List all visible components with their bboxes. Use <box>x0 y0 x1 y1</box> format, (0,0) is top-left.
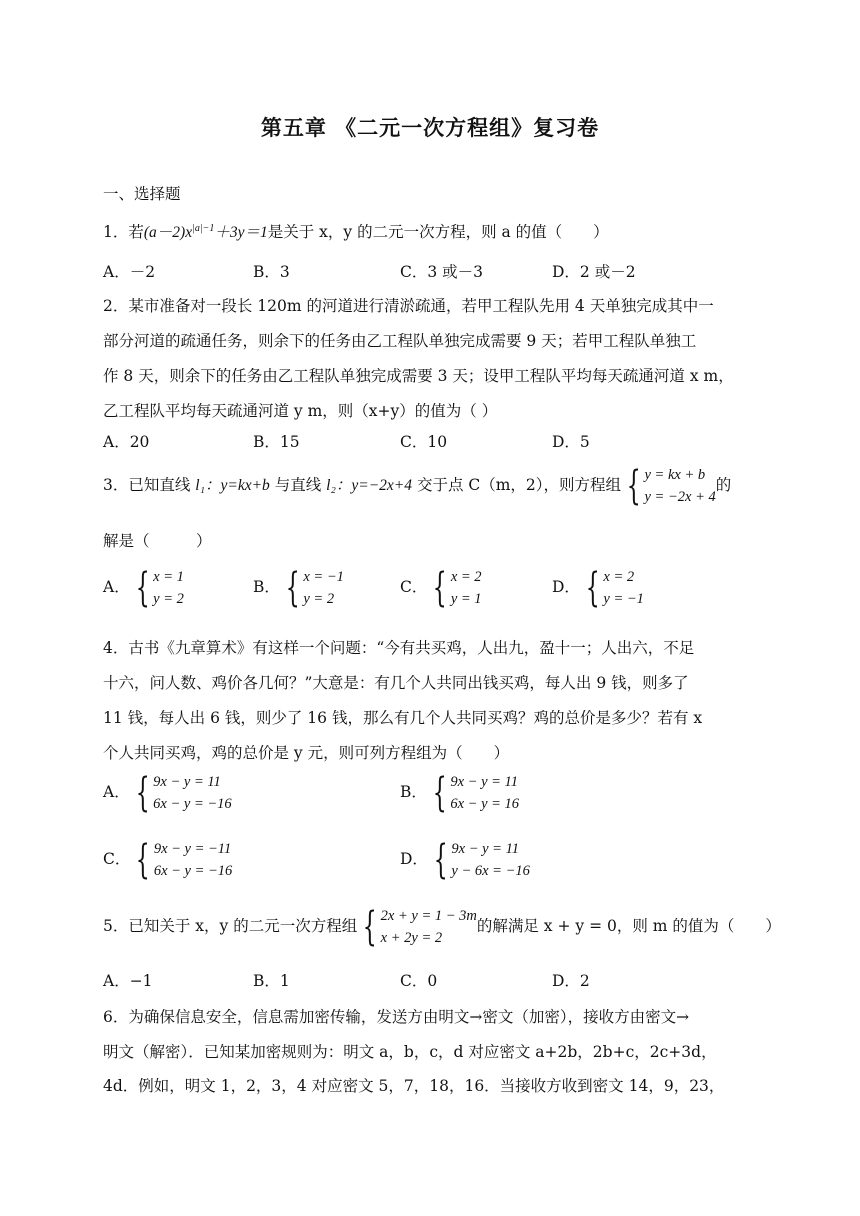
q6-line-3: 4d．例如，明文 1，2，3，4 对应密文 5，7，18，16．当接收方收到密文 14，9，23， <box>103 1077 725 1095</box>
q3-line-2: 解是（ ） <box>103 532 212 550</box>
q1-expr-sup: |a|−1 <box>192 222 215 234</box>
q5-option-d[interactable]: D．2 <box>552 972 590 990</box>
brace-icon: { <box>285 565 300 611</box>
q4-line-1: 4．古书《九章算术》有这样一个问题：“今有共买鸡，人出九，盈十一；人出六，不足 <box>103 639 695 657</box>
q2-line-1: 2．某市准备对一段长 120m 的河道进行清淤疏通，若甲工程队先用 4 天单独完成其中一 <box>103 297 714 315</box>
q4-option-a-label: A． <box>103 783 130 801</box>
q3-option-c-system <box>427 566 481 610</box>
q4-option-d-system <box>428 838 530 882</box>
q3-option-a[interactable] <box>103 566 184 610</box>
q4-b-row-2: 6x − y = 16 <box>450 796 520 812</box>
q4-option-a[interactable] <box>103 771 232 815</box>
q3-l2: l₂：y=−2x+4 <box>326 477 413 494</box>
brace-icon: { <box>135 770 150 816</box>
q3-l1: l₁：y=kx+b <box>195 477 270 494</box>
q3-c-row-1: x = 2 <box>450 569 482 585</box>
brace-icon: { <box>362 904 377 950</box>
q4-d-row-2: y − 6x = −16 <box>451 863 530 879</box>
q2-option-b[interactable]: B．15 <box>253 433 300 451</box>
q4-option-a-system <box>130 771 232 815</box>
question-1 <box>103 220 609 242</box>
q3-option-a-label: A． <box>103 578 130 596</box>
q3-option-a-system <box>130 566 184 610</box>
q4-option-b-system <box>427 771 519 815</box>
q2-line-3: 作 8 天，则余下的任务由乙工程队单独完成需要 3 天；设甲工程队平均每天疏通河道 x m， <box>103 367 734 385</box>
q3-option-d-system <box>580 566 644 610</box>
q5-option-b[interactable]: B．1 <box>253 972 290 990</box>
brace-icon: { <box>432 770 447 816</box>
q4-line-4: 个人共同买鸡，鸡的总价是 y 元，则可列方程组为（ ） <box>103 744 510 762</box>
q3-a-row-1: x = 1 <box>153 569 184 585</box>
q4-line-2: 十六，问人数、鸡价各几何？”大意是：有几个人共同出钱买鸡，每人出 9 钱，则多了 <box>103 674 689 692</box>
q3-option-b-label: B． <box>253 578 280 596</box>
q4-c-row-2: 6x − y = −16 <box>153 863 233 879</box>
q4-option-c-system <box>130 838 232 882</box>
q5-option-c[interactable]: C．0 <box>400 972 438 990</box>
q3-text-b: 与直线 <box>269 476 327 494</box>
q3-b-row-1: x = −1 <box>303 569 344 585</box>
q4-a-row-2: 6x − y = −16 <box>153 796 232 812</box>
q1-text: 是关于 x，y 的二元一次方程，则 a 的值（ ） <box>267 223 609 241</box>
q4-c-row-1: 9x − y = −11 <box>153 841 232 857</box>
question-5 <box>103 905 781 949</box>
q5-sys-row-2: x + 2y = 2 <box>380 930 443 946</box>
q3-text-a: 3．已知直线 <box>103 476 196 494</box>
q4-option-d-label: D． <box>400 850 428 868</box>
q4-option-b-label: B． <box>400 783 427 801</box>
q3-option-d-label: D． <box>552 578 580 596</box>
brace-icon: { <box>626 463 641 509</box>
q5-equation-system <box>357 905 477 949</box>
q3-option-b-system <box>280 566 344 610</box>
q6-line-1: 6．为确保信息安全，信息需加密传输，发送方由明文→密文（加密），接收方由密文→ <box>103 1008 690 1026</box>
brace-icon: { <box>433 837 448 883</box>
q3-equation-system <box>621 464 716 508</box>
q3-a-row-2: y = 2 <box>153 591 184 607</box>
q1-expr-base: (a－2)x <box>143 224 193 241</box>
page-title: 第五章 《二元一次方程组》复习卷 <box>260 115 600 140</box>
q3-option-c[interactable] <box>400 566 482 610</box>
q3-b-row-2: y = 2 <box>303 591 335 607</box>
q1-expr-tail: ＋3y＝1 <box>214 224 268 241</box>
q4-option-c[interactable] <box>103 838 232 882</box>
q5-option-a[interactable]: A．−1 <box>103 972 153 990</box>
q5-sys-row-1: 2x + y = 1 − 3m <box>380 908 477 924</box>
q4-option-b[interactable] <box>400 771 519 815</box>
brace-icon: { <box>433 565 448 611</box>
q3-option-b[interactable] <box>253 566 344 610</box>
question-3 <box>103 464 731 508</box>
q1-option-b[interactable]: B．3 <box>253 263 290 281</box>
q2-option-d[interactable]: D．5 <box>552 433 590 451</box>
q3-text-d: 的 <box>715 476 732 494</box>
q1-prefix: 1．若 <box>103 223 144 241</box>
q1-option-a[interactable]: A．－2 <box>103 263 156 281</box>
q5-text-a: 5．已知关于 x，y 的二元一次方程组 <box>103 917 358 935</box>
q4-option-c-label: C． <box>103 850 131 868</box>
q5-text-b: 的解满足 x + y = 0，则 m 的值为（ ） <box>476 917 781 935</box>
q4-line-3: 11 钱，每人出 6 钱，则少了 16 钱，那么有几个人共同买鸡？鸡的总价是多少？若有 x <box>103 709 703 727</box>
q3-text-c: 交于点 C（m，2），则方程组 <box>412 476 622 494</box>
brace-icon: { <box>135 565 150 611</box>
q2-option-a[interactable]: A．20 <box>103 433 150 451</box>
q3-d-row-2: y = −1 <box>603 591 644 607</box>
q1-option-d[interactable]: D．2 或－2 <box>552 263 636 281</box>
q2-option-c[interactable]: C．10 <box>400 433 448 451</box>
section-heading: 一、选择题 <box>103 185 181 203</box>
q2-line-4: 乙工程队平均每天疏通河道 y m，则（x+y）的值为（ ） <box>103 402 498 420</box>
q3-sys-row-1: y = kx + b <box>644 467 706 483</box>
q3-d-row-1: x = 2 <box>603 569 635 585</box>
q3-option-c-label: C． <box>400 578 428 596</box>
q4-a-row-1: 9x − y = 11 <box>153 774 221 790</box>
brace-icon: { <box>585 565 600 611</box>
q2-line-2: 部分河道的疏通任务，则余下的任务由乙工程队单独完成需要 9 天；若甲工程队单独工 <box>103 332 697 350</box>
q3-c-row-2: y = 1 <box>450 591 482 607</box>
q4-b-row-1: 9x − y = 11 <box>450 774 518 790</box>
q3-option-d[interactable] <box>552 566 644 610</box>
q1-option-c[interactable]: C．3 或－3 <box>400 263 484 281</box>
q3-sys-row-2: y = −2x + 4 <box>644 489 716 505</box>
brace-icon: { <box>136 837 151 883</box>
q6-line-2: 明文（解密）．已知某加密规则为：明文 a，b，c，d 对应密文 a+2b，2b+c，2c+3d， <box>103 1043 717 1061</box>
q4-option-d[interactable] <box>400 838 530 882</box>
q4-d-row-1: 9x − y = 11 <box>451 841 520 857</box>
